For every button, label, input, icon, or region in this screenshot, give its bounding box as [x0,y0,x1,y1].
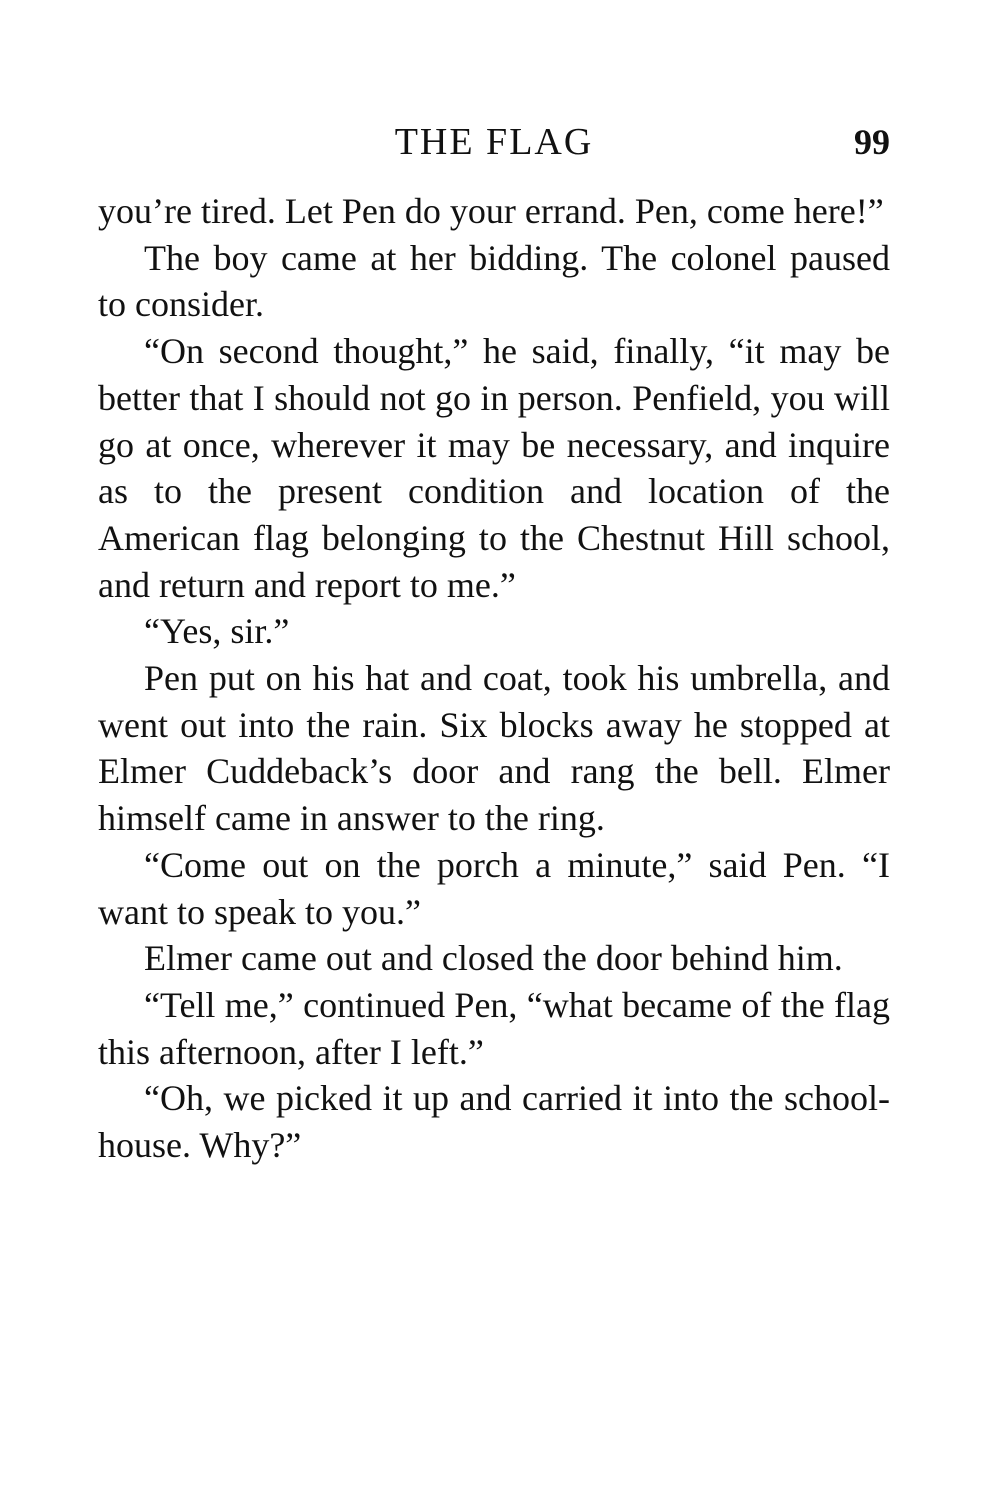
paragraph-continued: you’re tired. Let Pen do your errand. Pen, come here!” [98,191,884,231]
paragraph: “Yes, sir.” [144,611,290,652]
page-number: 99 [854,122,890,162]
paragraph: “Oh, we picked it up and carried it into the school-house. Why?” [98,1078,890,1166]
paragraph: Elmer came out and closed the door behind him. [144,938,843,979]
paragraph: The boy came at her bidding. The colonel paused to consider. [98,237,890,325]
paragraph: “Tell me,” continued Pen, “what became of the flag this afternoon, after I left.” [98,984,890,1072]
running-head [98,112,890,172]
running-title: THE FLAG [394,121,594,163]
body-text [98,188,890,1169]
paragraph: Pen put on his hat and coat, took his umbrella, and went out into the rain. Six blocks away he stopped at Elmer Cuddeback’s door and rang the bell. Elmer himself came in answer to the ring. [98,658,890,839]
paragraph: “Come out on the porch a minute,” said Pen. “I want to speak to you.” [98,844,890,932]
paragraph: “On second thought,” he said, finally, “it may be better that I should not go in person. Penfield, you will go at once, wherever it may be necessary, and inquire as to the present condition and location of the American flag belonging to the Chestnut Hill school, and return and report to me.” [98,331,890,605]
